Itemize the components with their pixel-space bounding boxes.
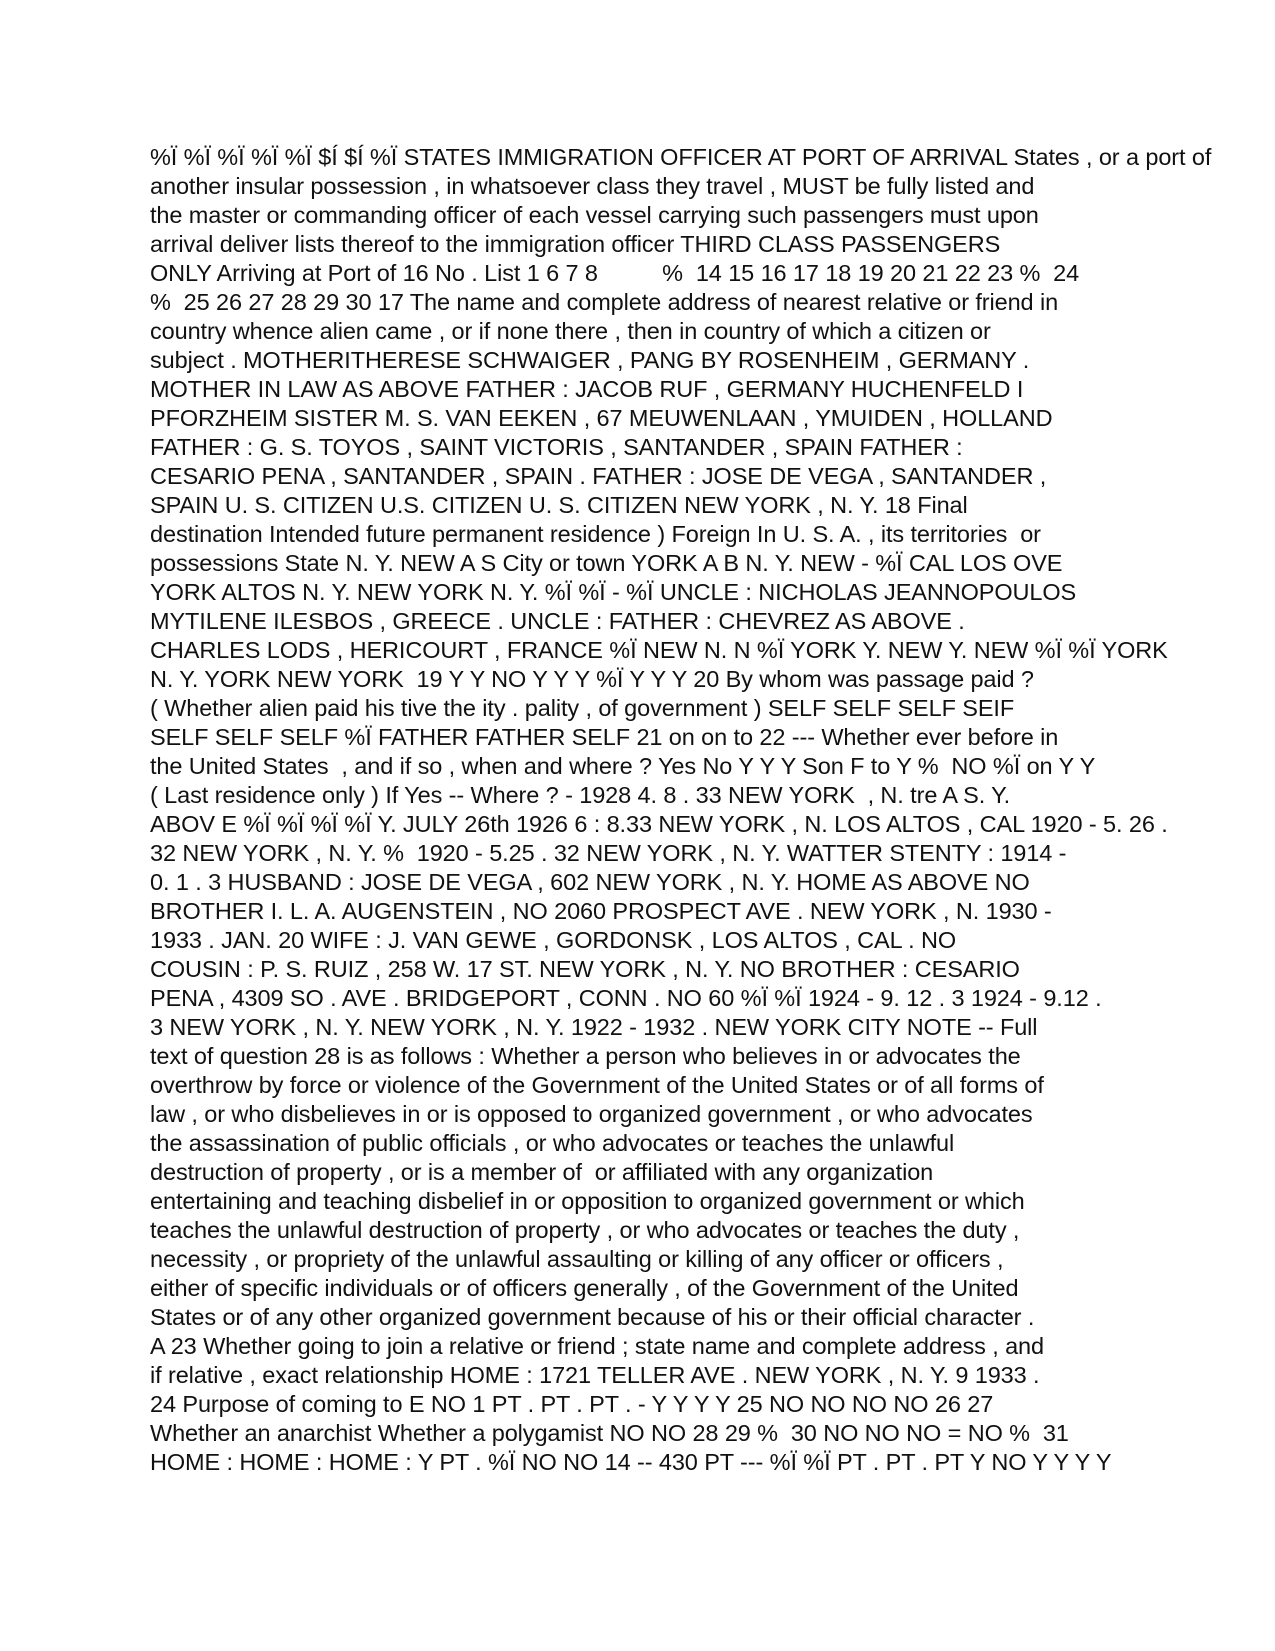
text-line: YORK ALTOS N. Y. NEW YORK N. Y. %Ï %Ï - %Ï UNCLE : NICHOLAS JEANNOPOULOS — [150, 579, 1077, 605]
text-line: PFORZHEIM SISTER M. S. VAN EEKEN , 67 MEUWENLAAN , YMUIDEN , HOLLAND — [150, 405, 1053, 431]
text-line: CESARIO PENA , SANTANDER , SPAIN . FATHER : JOSE DE VEGA , SANTANDER , — [150, 463, 1047, 489]
text-line: destination Intended future permanent residence ) Foreign In U. S. A. , its territories or — [150, 521, 1041, 547]
text-line: subject . MOTHERITHERESE SCHWAIGER , PANG BY ROSENHEIM , GERMANY . — [150, 347, 1030, 373]
text-line: 1933 . JAN. 20 WIFE : J. VAN GEWE , GORDONSK , LOS ALTOS , CAL . NO — [150, 927, 957, 953]
text-line: text of question 28 is as follows : Whether a person who believes in or advocates the — [150, 1043, 1021, 1069]
text-line: N. Y. YORK NEW YORK 19 Y Y NO Y Y Y %Ï Y Y Y 20 By whom was passage paid ? — [150, 666, 1034, 692]
text-line: HOME : HOME : HOME : Y PT . %Ï NO NO 14 -- 430 PT --- %Ï %Ï PT . PT . PT Y NO Y Y Y Y — [150, 1449, 1112, 1475]
text-line: entertaining and teaching disbelief in or opposition to organized government or which — [150, 1188, 1025, 1214]
text-line: SPAIN U. S. CITIZEN U.S. CITIZEN U. S. CITIZEN NEW YORK , N. Y. 18 Final — [150, 492, 968, 518]
text-line: A 23 Whether going to join a relative or friend ; state name and complete address , and — [150, 1333, 1044, 1359]
text-line: the United States , and if so , when and where ? Yes No Y Y Y Son F to Y % NO %Ï on Y Y — [150, 753, 1096, 779]
text-line: the master or commanding officer of each vessel carrying such passengers must upon — [150, 202, 1039, 228]
text-line: overthrow by force or violence of the Government of the United States or of all forms of — [150, 1072, 1044, 1098]
text-line: % 25 26 27 28 29 30 17 The name and complete address of nearest relative or friend in — [150, 289, 1059, 315]
text-line: 3 NEW YORK , N. Y. NEW YORK , N. Y. 1922 - 1932 . NEW YORK CITY NOTE -- Full — [150, 1014, 1038, 1040]
text-line: necessity , or propriety of the unlawful assaulting or killing of any officer or officers , — [150, 1246, 1004, 1272]
text-line: possessions State N. Y. NEW A S City or town YORK A B N. Y. NEW - %Ï CAL LOS OVE — [150, 550, 1063, 576]
text-line: BROTHER I. L. A. AUGENSTEIN , NO 2060 PROSPECT AVE . NEW YORK , N. 1930 - — [150, 898, 1052, 924]
text-line: if relative , exact relationship HOME : 1721 TELLER AVE . NEW YORK , N. Y. 9 1933 . — [150, 1362, 1040, 1388]
text-line: MYTILENE ILESBOS , GREECE . UNCLE : FATHER : CHEVREZ AS ABOVE . — [150, 608, 965, 634]
text-line: COUSIN : P. S. RUIZ , 258 W. 17 ST. NEW YORK , N. Y. NO BROTHER : CESARIO — [150, 956, 1020, 982]
text-line: law , or who disbelieves in or is opposed to organized government , or who advocates — [150, 1101, 1033, 1127]
text-line: 24 Purpose of coming to E NO 1 PT . PT . PT . - Y Y Y Y 25 NO NO NO NO 26 27 — [150, 1391, 994, 1417]
text-line: arrival deliver lists thereof to the immigration officer THIRD CLASS PASSENGERS — [150, 231, 1001, 257]
text-line: %Ï %Ï %Ï %Ï %Ï $Í $Í %Ï STATES IMMIGRATION OFFICER AT PORT OF ARRIVAL States , or a port of — [150, 144, 1212, 170]
text-line: CHARLES LODS , HERICOURT , FRANCE %Ï NEW N. N %Ï YORK Y. NEW Y. NEW %Ï %Ï YORK — [150, 637, 1168, 663]
text-line: Whether an anarchist Whether a polygamist NO NO 28 29 % 30 NO NO NO = NO % 31 — [150, 1420, 1069, 1446]
text-line: 32 NEW YORK , N. Y. % 1920 - 5.25 . 32 NEW YORK , N. Y. WATTER STENTY : 1914 - — [150, 840, 1067, 866]
text-line: another insular possession , in whatsoever class they travel , MUST be fully listed and — [150, 173, 1035, 199]
text-line: MOTHER IN LAW AS ABOVE FATHER : JACOB RUF , GERMANY HUCHENFELD I — [150, 376, 1024, 402]
text-line: SELF SELF SELF %Ï FATHER FATHER SELF 21 on on to 22 --- Whether ever before in — [150, 724, 1059, 750]
text-line: ( Whether alien paid his tive the ity . pality , of government ) SELF SELF SELF SEIF — [150, 695, 1015, 721]
text-line: ABOV E %Ï %Ï %Ï %Ï Y. JULY 26th 1926 6 : 8.33 NEW YORK , N. LOS ALTOS , CAL 1920 - 5. 26 . — [150, 811, 1168, 837]
text-line: either of specific individuals or of officers generally , of the Government of the United — [150, 1275, 1019, 1301]
text-line: country whence alien came , or if none there , then in country of which a citizen or — [150, 318, 991, 344]
text-line: the assassination of public officials , or who advocates or teaches the unlawful — [150, 1130, 955, 1156]
text-line: ONLY Arriving at Port of 16 No . List 1 6 7 8 % 14 15 16 17 18 19 20 21 22 23 % 24 — [150, 260, 1080, 286]
text-line: ( Last residence only ) If Yes -- Where ? - 1928 4. 8 . 33 NEW YORK , N. tre A S. Y. — [150, 782, 1011, 808]
ocr-text-block — [150, 143, 1275, 1477]
text-line: PENA , 4309 SO . AVE . BRIDGEPORT , CONN . NO 60 %Ï %Ï 1924 - 9. 12 . 3 1924 - 9.12 . — [150, 985, 1102, 1011]
text-line: FATHER : G. S. TOYOS , SAINT VICTORIS , SANTANDER , SPAIN FATHER : — [150, 434, 963, 460]
text-line: 0. 1 . 3 HUSBAND : JOSE DE VEGA , 602 NEW YORK , N. Y. HOME AS ABOVE NO — [150, 869, 1030, 895]
text-line: States or of any other organized government because of his or their official character . — [150, 1304, 1035, 1330]
text-line: destruction of property , or is a member of or affiliated with any organization — [150, 1159, 934, 1185]
text-line: teaches the unlawful destruction of property , or who advocates or teaches the duty , — [150, 1217, 1020, 1243]
